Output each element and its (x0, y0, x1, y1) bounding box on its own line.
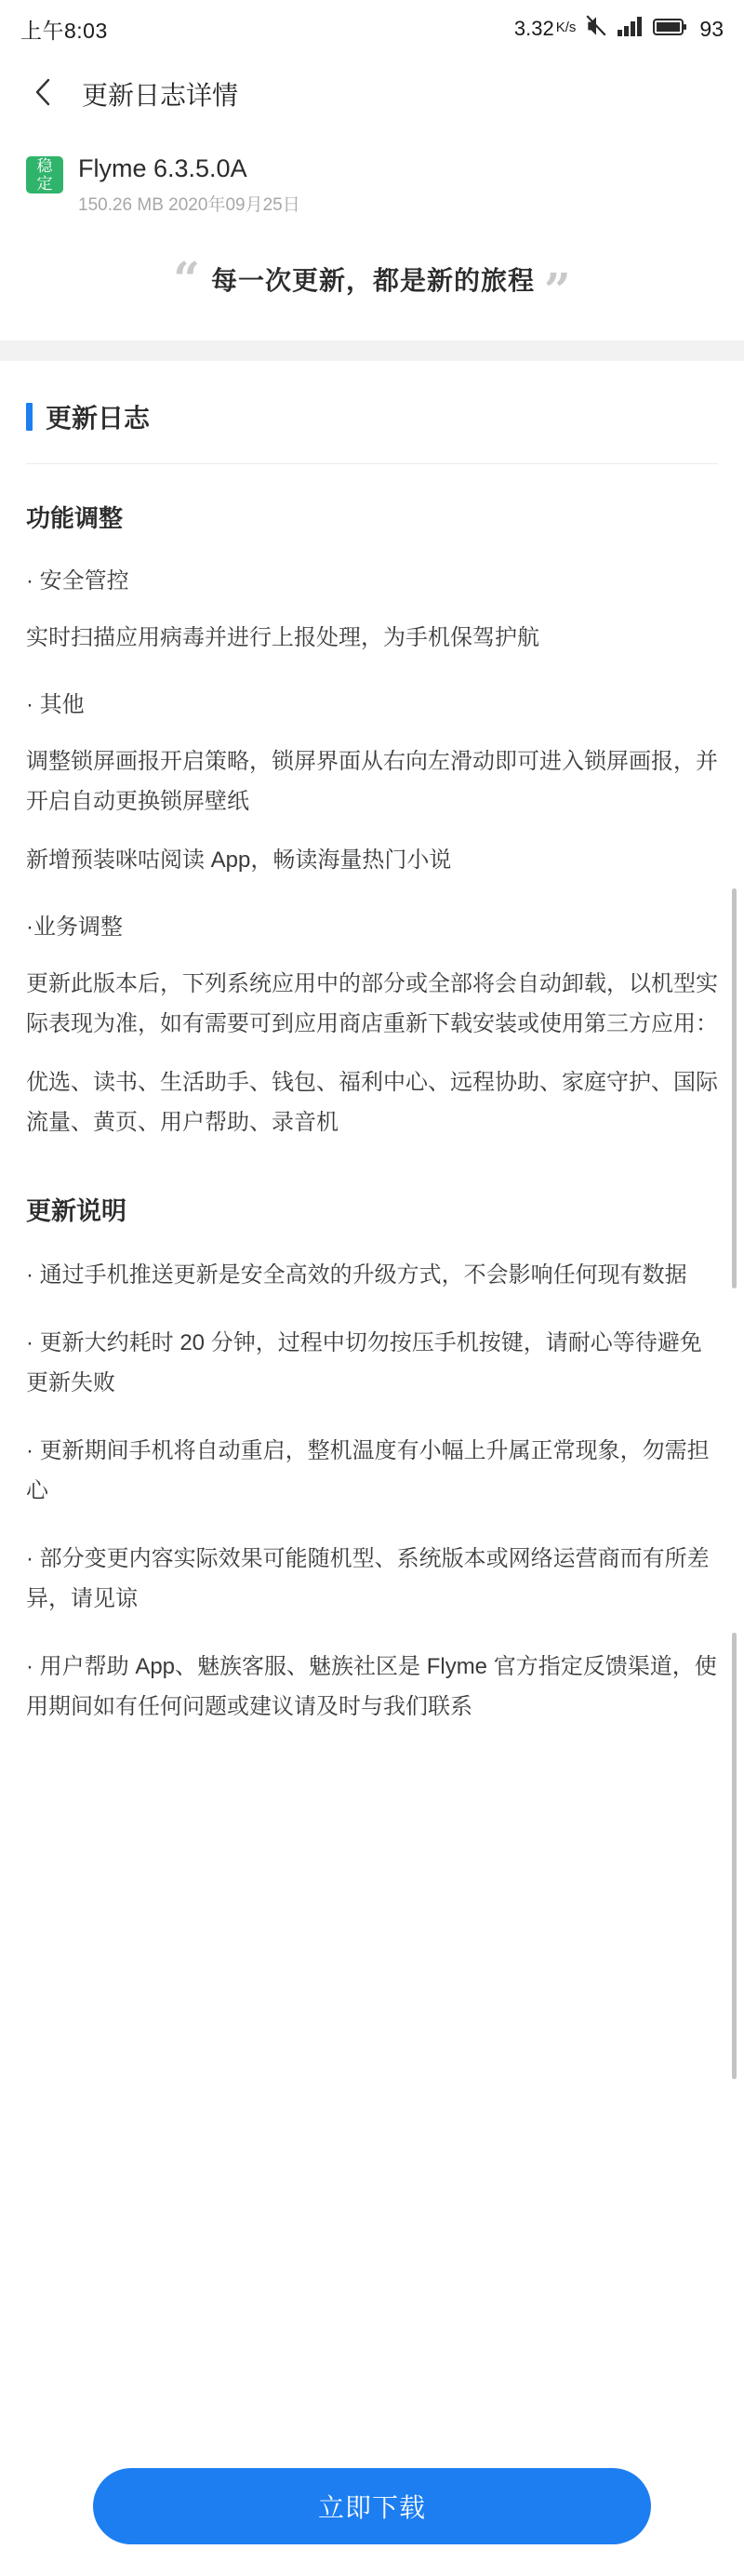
list-item-text: 实时扫描应用病毒并进行上报处理，为手机保驾护航 (26, 625, 539, 650)
network-speed-value: 3.32 (513, 17, 554, 40)
business-bullet: ·业务调整 (26, 914, 123, 940)
version-header (0, 130, 744, 216)
list-item: · 安全管控 (26, 568, 129, 594)
page-title: 更新日志详情 (82, 81, 239, 110)
list-item: · 其他 (26, 692, 85, 717)
version-meta (78, 153, 300, 216)
accent-bar (26, 403, 33, 431)
quote-open-icon: “ (173, 251, 200, 306)
app-bar (0, 58, 744, 130)
scrollbar-thumb[interactable] (732, 888, 737, 1288)
changelog-body (0, 500, 744, 1727)
version-name: Flyme 6.3.5.0A (78, 154, 247, 182)
version-size-date: 150.26 MB 2020年09月25日 (78, 195, 300, 215)
business-text: 更新此版本后，下列系统应用中的部分或全部将会自动卸载，以机型实际表现为准，如有需要可到应用商店重新下载安装或使用第三方应用： (26, 971, 718, 1036)
slogan-section (0, 216, 744, 340)
list-item: · 通过手机推送更新是安全高效的升级方式，不会影响任何现有数据 (26, 1262, 687, 1288)
list-item: · 更新期间手机将自动重启，整机温度有小幅上升属正常现象，勿需担心 (26, 1438, 710, 1503)
badge-line-1: 稳 (36, 157, 53, 175)
download-button[interactable]: 立即下载 (93, 2468, 651, 2544)
heading-rule (26, 463, 718, 464)
status-badge (26, 156, 63, 194)
scrollbar-thumb-secondary[interactable] (732, 1633, 737, 2079)
list-item: · 更新大约耗时 20 分钟，过程中切勿按压手机按键，请耐心等待避免更新失败 (26, 1330, 702, 1395)
network-speed-unit: K/s (555, 20, 577, 35)
list-item: · 部分变更内容实际效果可能随机型、系统版本或网络运营商而有所差异，请见谅 (26, 1546, 710, 1611)
section-divider (0, 340, 744, 361)
battery-percent: 93 (699, 16, 724, 41)
list-item: · 用户帮助 App、魅族客服、魅族社区是 Flyme 官方指定反馈渠道，使用期间如有任何问题或建议请及时与我们联系 (26, 1654, 717, 1719)
battery-icon (653, 17, 688, 42)
instructions-heading: 更新说明 (26, 1197, 126, 1225)
chevron-left-icon (31, 76, 57, 113)
changelog-section-title: 更新日志 (46, 404, 151, 433)
changelog-heading (0, 361, 744, 435)
bottom-action-bar (0, 2436, 744, 2576)
signal-icon (617, 15, 644, 43)
list-item-text: 调整锁屏画报开启策略，锁屏界面从右向左滑动即可进入锁屏画报，并开启自动更换锁屏壁纸 (26, 749, 718, 814)
slogan-text: 每一次更新，都是新的旅程 (210, 266, 535, 295)
mute-icon (584, 14, 608, 44)
extra-paragraph: 新增预装咪咕阅读 App，畅读海量热门小说 (26, 848, 452, 873)
business-list: 优选、读书、生活助手、钱包、福利中心、远程协助、家庭守护、国际流量、黄页、用户帮助、录音机 (26, 1070, 718, 1135)
feature-heading: 功能调整 (26, 504, 124, 532)
status-right-group (514, 14, 724, 44)
block-gap (26, 1142, 718, 1191)
status-time: 上午8:03 (20, 18, 108, 43)
back-button[interactable] (22, 73, 65, 115)
badge-line-2: 定 (36, 175, 53, 193)
status-bar (0, 0, 744, 58)
network-speed (514, 17, 577, 41)
quote-close-icon: ” (544, 262, 571, 317)
